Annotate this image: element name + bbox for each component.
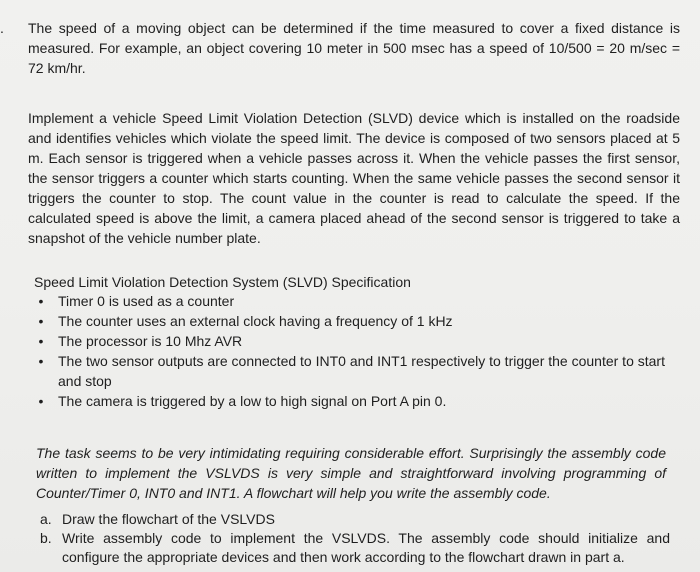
bullet-icon: • xyxy=(38,333,44,349)
sub-task-marker: a. xyxy=(40,511,52,527)
spec-item xyxy=(34,351,674,391)
implementation-paragraph: Implement a vehicle Speed Limit Violation Detection (SLVD) device which is installed on the roadside and identifies vehicles which violate the speed limit. The device is composed of two sensors placed at 5 m. Each sensor is triggered when a vehicle passes across it. When the vehicle passes the first sensor, the sensor triggers a counter which starts counting. When the same vehicle passes the second sensor it triggers the counter to stop. The count value in the counter is read to calculate the speed. If the calculated speed is above the limit, a camera placed ahead of the second sensor is triggered to take a snapshot of the vehicle number plate. xyxy=(28,110,680,246)
bullet-icon: • xyxy=(38,293,44,309)
bullet-icon: • xyxy=(38,393,44,409)
spec-list xyxy=(34,291,674,411)
spec-item xyxy=(34,331,674,351)
bullet-icon: • xyxy=(38,353,44,369)
question-number: . xyxy=(0,20,4,36)
spec-item-text: The counter uses an external clock having a frequency of 1 kHz xyxy=(58,313,453,329)
spec-item xyxy=(34,291,674,311)
spec-item-text: The processor is 10 Mhz AVR xyxy=(58,333,243,349)
sub-task xyxy=(40,529,670,567)
sub-task xyxy=(40,510,670,529)
spec-item-text: The two sensor outputs are connected to INT0 and INT1 respectively to trigger the counter to start and stop xyxy=(58,353,665,389)
bullet-icon: • xyxy=(38,313,44,329)
spec-item xyxy=(34,311,674,331)
spec-item-text: The camera is triggered by a low to high signal on Port A pin 0. xyxy=(58,393,447,409)
sub-task-text: Write assembly code to implement the VSLVDS. The assembly code should initialize and configure the appropriate devices and then work according to the flowchart drawn in part a. xyxy=(62,530,670,565)
sub-task-marker: b. xyxy=(40,530,52,546)
spec-item xyxy=(34,391,674,411)
sub-task-list xyxy=(40,510,670,567)
task-note: The task seems to be very intimidating requiring considerable effort. Surprisingly the assembly code written to implement the VSLVDS is very simple and straightforward involving programming of Counter/Timer 0, INT0 and INT1. A flowchart will help you write the assembly code. xyxy=(36,445,666,501)
sub-task-text: Draw the flowchart of the VSLVDS xyxy=(62,511,275,527)
spec-item-text: Timer 0 is used as a counter xyxy=(58,293,235,309)
spec-title: Speed Limit Violation Detection System (SLVD) Specification xyxy=(34,274,411,290)
intro-paragraph: The speed of a moving object can be determined if the time measured to cover a fixed distance is measured. For example, an object covering 10 meter in 500 msec has a speed of 10/500 = 20 m/sec = 72 km/hr. xyxy=(28,20,680,76)
